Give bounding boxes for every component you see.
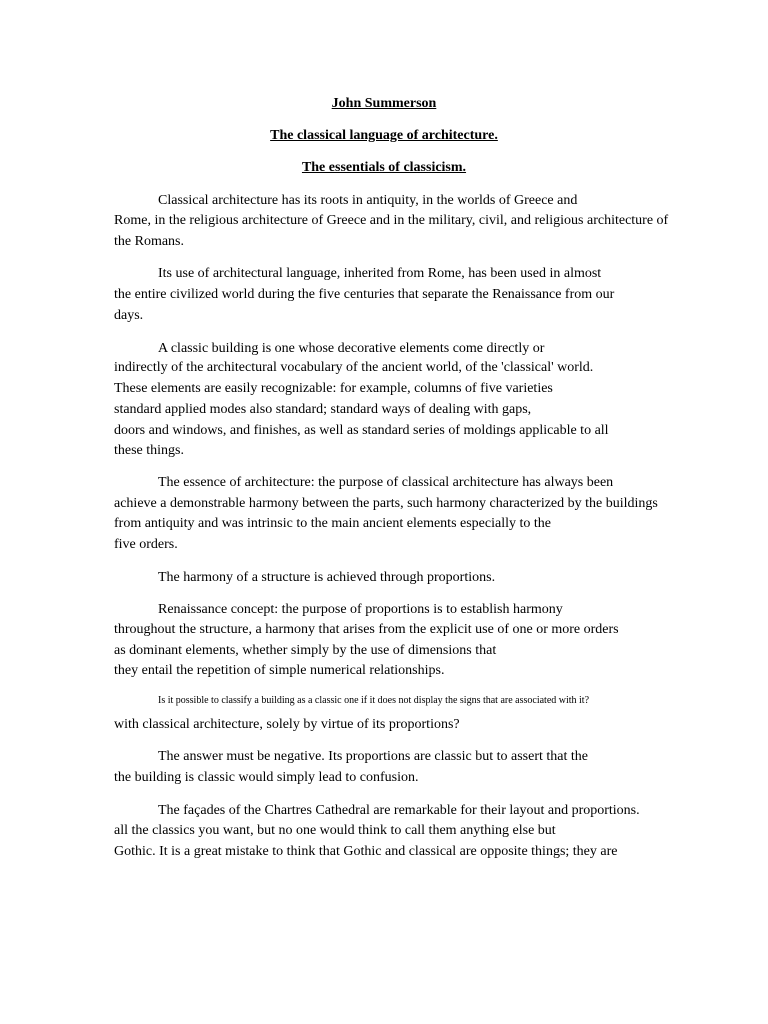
text-line: indirectly of the architectural vocabulary of the ancient world, of the 'classical' world. xyxy=(114,360,594,375)
text-line: doors and windows, and finishes, as well as standard series of moldings applicable to all xyxy=(114,423,609,438)
text-line: standard applied modes also standard; standard ways of dealing with gaps, xyxy=(114,402,532,417)
text-line: these things. xyxy=(114,443,184,458)
text-line: they entail the repetition of simple numerical relationships. xyxy=(114,663,445,678)
text-line: Rome, in the religious architecture of Greece and in the military, civil, and religious architecture of xyxy=(114,213,669,228)
text-line: days. xyxy=(114,308,144,323)
text-line: all the classics you want, but no one would think to call them anything else but xyxy=(114,823,556,838)
author-heading xyxy=(0,95,768,113)
text-line: the Romans. xyxy=(114,234,184,249)
text-line: The harmony of a structure is achieved through proportions. xyxy=(158,570,496,585)
text-line: as dominant elements, whether simply by the use of dimensions that xyxy=(114,643,497,658)
text-line: Gothic. It is a great mistake to think that Gothic and classical are opposite things; they are xyxy=(114,844,618,859)
text-line: the building is classic would simply lead to confusion. xyxy=(114,770,419,785)
text-line: five orders. xyxy=(114,537,178,552)
text-line: Classical architecture has its roots in antiquity, in the worlds of Greece and xyxy=(158,193,578,208)
text-line: achieve a demonstrable harmony between the parts, such harmony characterized by the buildings xyxy=(114,496,658,511)
text-line: throughout the structure, a harmony that arises from the explicit use of one or more orders xyxy=(114,622,619,637)
author-name: John Summerson xyxy=(331,96,437,111)
text-line: A classic building is one whose decorative elements come directly or xyxy=(158,341,545,356)
document-title: The classical language of architecture. xyxy=(270,128,498,143)
subtitle-heading xyxy=(0,159,768,177)
text-line: Its use of architectural language, inherited from Rome, has been used in almost xyxy=(158,266,602,281)
title-heading xyxy=(0,127,768,145)
text-line: These elements are easily recognizable: for example, columns of five varieties xyxy=(114,381,553,396)
text-line: The façades of the Chartres Cathedral are remarkable for their layout and proportions. xyxy=(158,803,640,818)
text-line: the entire civilized world during the five centuries that separate the Renaissance from our xyxy=(114,287,615,302)
text-line: from antiquity and was intrinsic to the main ancient elements especially to the xyxy=(114,516,551,531)
text-line: with classical architecture, solely by virtue of its proportions? xyxy=(114,717,460,732)
text-line: The essence of architecture: the purpose of classical architecture has always been xyxy=(158,475,614,490)
text-line: Is it possible to classify a building as a classic one if it does not display the signs that are associated with it? xyxy=(158,695,590,706)
text-line: Renaissance concept: the purpose of proportions is to establish harmony xyxy=(158,602,563,617)
text-line: The answer must be negative. Its proportions are classic but to assert that the xyxy=(158,749,588,764)
document-subtitle: The essentials of classicism. xyxy=(301,160,467,175)
